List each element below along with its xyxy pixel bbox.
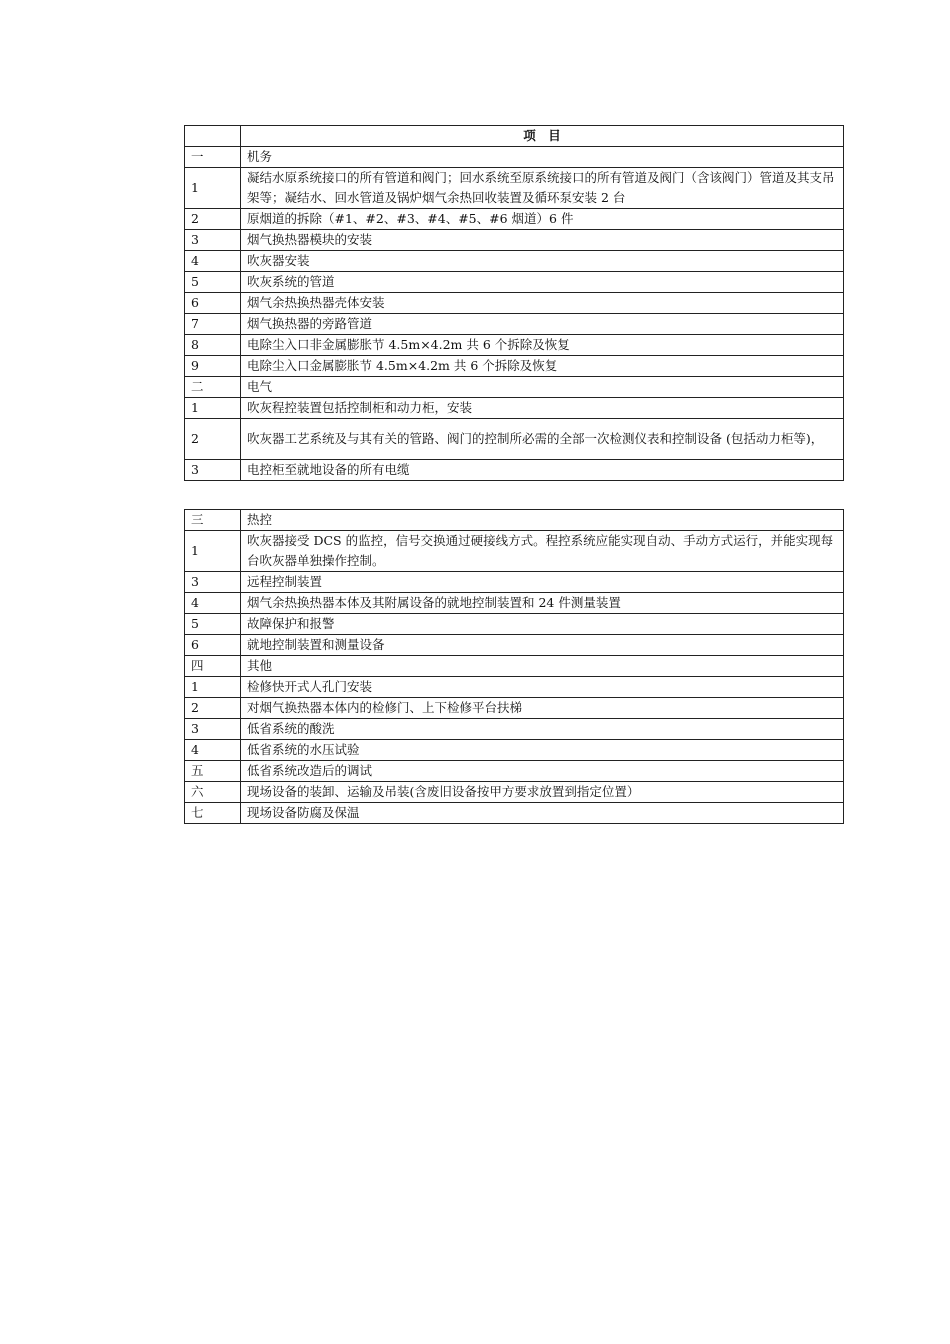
row-item: 现场设备的装卸、运输及吊装(含废旧设备按甲方要求放置到指定位置） — [241, 782, 844, 803]
table-row — [185, 510, 844, 531]
row-number: 1 — [185, 398, 241, 419]
table-row — [185, 614, 844, 635]
row-item: 吹灰器工艺系统及与其有关的管路、阀门的控制所必需的全部一次检测仪表和控制设备 (包括动力柜等)， — [241, 419, 844, 460]
row-number: 四 — [185, 656, 241, 677]
scope-table-part-1 — [184, 125, 844, 481]
row-number: 1 — [185, 531, 241, 572]
row-number: 一 — [185, 147, 241, 168]
table-row — [185, 803, 844, 824]
table-row — [185, 719, 844, 740]
row-item: 现场设备防腐及保温 — [241, 803, 844, 824]
table-row — [185, 460, 844, 481]
table-header-row — [185, 126, 844, 147]
header-item-cell: 项 目 — [241, 126, 844, 147]
row-number: 3 — [185, 719, 241, 740]
row-item: 检修快开式人孔门安装 — [241, 677, 844, 698]
row-item: 远程控制装置 — [241, 572, 844, 593]
table-row — [185, 593, 844, 614]
row-number: 5 — [185, 614, 241, 635]
table-row — [185, 293, 844, 314]
row-number: 3 — [185, 230, 241, 251]
table-row — [185, 419, 844, 460]
row-number: 三 — [185, 510, 241, 531]
table-row — [185, 677, 844, 698]
table-row — [185, 230, 844, 251]
table-row — [185, 572, 844, 593]
table-row — [185, 147, 844, 168]
row-number: 6 — [185, 635, 241, 656]
row-number: 6 — [185, 293, 241, 314]
table-row — [185, 656, 844, 677]
row-number: 二 — [185, 377, 241, 398]
row-number: 9 — [185, 356, 241, 377]
table-row — [185, 531, 844, 572]
row-item: 对烟气换热器本体内的检修门、上下检修平台扶梯 — [241, 698, 844, 719]
table-row — [185, 698, 844, 719]
table-row — [185, 635, 844, 656]
row-number: 2 — [185, 209, 241, 230]
row-item: 烟气余热换热器壳体安装 — [241, 293, 844, 314]
row-number: 3 — [185, 572, 241, 593]
row-number: 4 — [185, 593, 241, 614]
row-number: 4 — [185, 740, 241, 761]
table-row — [185, 251, 844, 272]
row-item: 烟气余热换热器本体及其附属设备的就地控制装置和 24 件测量装置 — [241, 593, 844, 614]
row-number: 七 — [185, 803, 241, 824]
row-item: 机务 — [241, 147, 844, 168]
scope-table-part-2 — [184, 509, 844, 824]
row-number: 1 — [185, 677, 241, 698]
row-item: 电除尘入口金属膨胀节 4.5m×4.2m 共 6 个拆除及恢复 — [241, 356, 844, 377]
row-item: 其他 — [241, 656, 844, 677]
row-item: 吹灰系统的管道 — [241, 272, 844, 293]
row-item: 电除尘入口非金属膨胀节 4.5m×4.2m 共 6 个拆除及恢复 — [241, 335, 844, 356]
row-item: 原烟道的拆除（#1、#2、#3、#4、#5、#6 烟道）6 件 — [241, 209, 844, 230]
row-number: 5 — [185, 272, 241, 293]
table-row — [185, 335, 844, 356]
row-number: 8 — [185, 335, 241, 356]
table-row — [185, 398, 844, 419]
table-row — [185, 782, 844, 803]
table-row — [185, 740, 844, 761]
row-item: 电控柜至就地设备的所有电缆 — [241, 460, 844, 481]
row-item: 吹灰器安装 — [241, 251, 844, 272]
table-row — [185, 761, 844, 782]
table-row — [185, 168, 844, 209]
row-item: 低省系统改造后的调试 — [241, 761, 844, 782]
row-number: 2 — [185, 698, 241, 719]
row-item: 电气 — [241, 377, 844, 398]
row-number: 五 — [185, 761, 241, 782]
row-number: 7 — [185, 314, 241, 335]
row-item: 低省系统的酸洗 — [241, 719, 844, 740]
row-item: 就地控制装置和测量设备 — [241, 635, 844, 656]
row-number: 4 — [185, 251, 241, 272]
row-item: 烟气换热器模块的安装 — [241, 230, 844, 251]
row-item: 故障保护和报警 — [241, 614, 844, 635]
row-number: 2 — [185, 419, 241, 460]
row-number: 六 — [185, 782, 241, 803]
row-item: 低省系统的水压试验 — [241, 740, 844, 761]
table-row — [185, 272, 844, 293]
row-item: 凝结水原系统接口的所有管道和阀门；回水系统至原系统接口的所有管道及阀门（含该阀门）管道及其支吊架等；凝结水、回水管道及锅炉烟气余热回收装置及循环泵安装 2 台 — [241, 168, 844, 209]
header-number-cell — [185, 126, 241, 147]
table-row — [185, 209, 844, 230]
table-row — [185, 314, 844, 335]
row-number: 1 — [185, 168, 241, 209]
table-row — [185, 356, 844, 377]
row-item: 吹灰程控装置包括控制柜和动力柜，安装 — [241, 398, 844, 419]
row-item: 热控 — [241, 510, 844, 531]
row-number: 3 — [185, 460, 241, 481]
table-row — [185, 377, 844, 398]
row-item: 吹灰器接受 DCS 的监控，信号交换通过硬接线方式。程控系统应能实现自动、手动方式运行，并能实现每台吹灰器单独操作控制。 — [241, 531, 844, 572]
row-item: 烟气换热器的旁路管道 — [241, 314, 844, 335]
